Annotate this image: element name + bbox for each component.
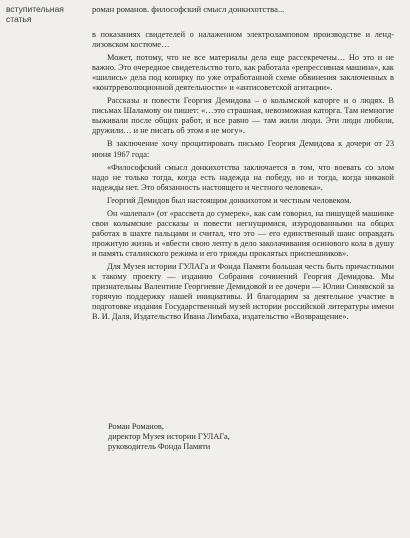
section-label: вступительная статья	[6, 4, 64, 24]
running-head: роман романов. философский смысл донкихотства...	[92, 4, 285, 14]
signature-block	[108, 422, 348, 453]
paragraph: Рассказы и повести Георгия Демидова – о колымской каторге и о людях. В письмах Шаламову он пишет: «…это страшная, невозможная каторга. Там немногие выживали после общих работ, и все равно — там жили люди. Эти люди любили, дружили… и не писать об этом я не могу».	[92, 96, 394, 136]
article-body	[92, 30, 394, 322]
quote-paragraph: «Философский смысл донкихотства заключается в том, что воевать со злом надо не только тогда, когда есть надежда на победу, но и тогда, когда никакой надежды нет. Это обязанность настоящего и честного человека».	[92, 162, 394, 192]
paragraph: Георгий Демидов был настоящим донкихотом и честным человеком.	[107, 195, 352, 205]
paragraph: Для Музея истории ГУЛАГа и Фонда Памяти большая честь быть причастными к такому проекту — изданию Собрания сочинений Георгия Демидова. Мы признательны Валентине Георгиевне Демидовой и ее дочери — Юлии Синявской за горячую поддержку нашей инициативы. И благодарим за деятельное участие в подготовке издания Государственный музей истории российской литературы имени В. И. Даля, Издательство Ивана Лимбаха, издательство «Возвращение».	[92, 261, 394, 322]
paragraph: Он «шлепал» (от «рассвета до сумерек», как сам говорил, на пишущей машинке свои колымские рассказы и повести негнущимися, изуродованными на общих работах в шахте пальцами и считал, что это — его единственный шанс оправдать прожитую жизнь и «вбести свою лепту в дело заколачивания осинового кола в душу и память сталинского режима и его трижды проклятых приспешников».	[92, 208, 394, 258]
paragraph: Может, потому, что не все материалы дела еще рассекречены… Но это и не важно. Это очередное свидетельство того, как работала «репрессивная машина», как «шились» дела под копирку по уже отработанной схеме обвинения заключенных в «контрреволюционной деятельности» и «антисоветской агитации».	[92, 53, 394, 93]
author-title: руководитель Фонда Памяти	[108, 442, 211, 452]
author-title: директор Музея истории ГУЛАГа,	[108, 432, 230, 442]
paragraph: В заключение хочу процитировать письмо Георгия Демидова к дочери от 23 июня 1967 года:	[92, 139, 394, 159]
paragraph: в показаниях свидетелей о налаженном электроламповом производстве и ленд-лизовском костюме…	[92, 30, 394, 50]
author-name: Роман Романов,	[108, 422, 164, 431]
